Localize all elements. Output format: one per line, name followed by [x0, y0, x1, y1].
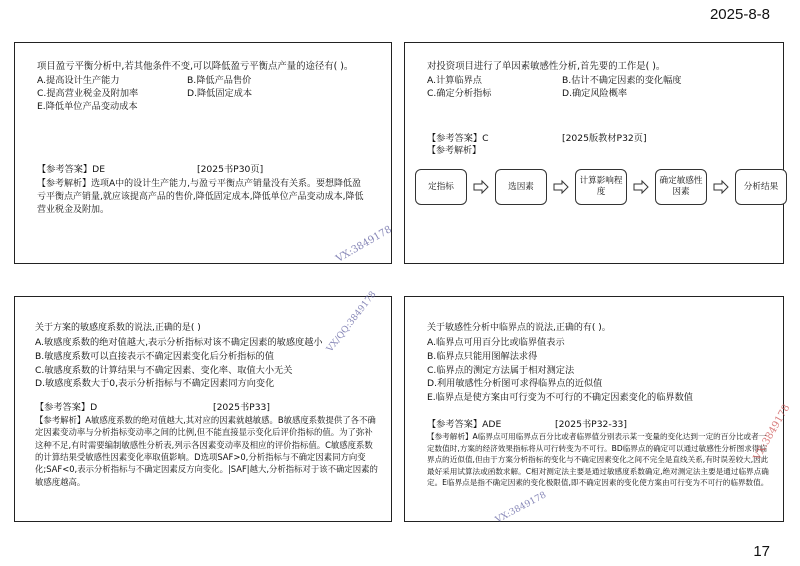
- answer-text: 【参考答案】DE: [37, 164, 106, 175]
- reference-text: [2025书P32-33]: [555, 419, 627, 431]
- watermark: VX:3849178: [334, 224, 394, 265]
- explanation-text: 【参考解析】: [427, 146, 482, 156]
- option-e: E.降低单位产品变动成本: [37, 101, 138, 112]
- arrow-right-icon: [633, 180, 649, 194]
- option-c: C.敏感度系数的计算结果与不确定因素、变化率、取值大小无关: [35, 364, 293, 376]
- arrow-right-icon: [713, 180, 729, 194]
- option-a: A.临界点可用百分比或临界值表示: [427, 337, 565, 349]
- question-text: 关于方案的敏感度系数的说法,正确的是( ): [35, 323, 201, 333]
- option-b: B.临界点只能用图解法求得: [427, 351, 538, 362]
- answer-row: [427, 418, 773, 431]
- explanation-text: 【参考解析】A临界点可用临界点百分比或者临界值分别表示某一变量的变化达到一定的百分比或者一定数值时,方案的经济效果指标将从可行转变为不可行。BD临界点的确定可以通过敏感性分析图求得临界点的近似值,但由于方案分析指标的变化与不确定因素变化之间不完全是直线关系,有时误差较大,因此最好采用试算法或函数求解。C相对测定法主要是通过敏感度系数确定,绝对测定法主要是通过临界点确定。E临界点是指不确定因素的变化极限值,即不确定因素的变化使方案由可行变为不可行的临界数值。: [427, 432, 769, 487]
- option-c: C.提高营业税金及附加率: [37, 88, 139, 99]
- answer-row: [35, 401, 381, 414]
- reference-text: [2025版教材P32页]: [562, 133, 647, 144]
- question-text: 对投资项目进行了单因素敏感性分析,首先要的工作是( )。: [427, 61, 666, 72]
- reference-text: [2025书P30页]: [197, 164, 264, 175]
- answer-text: 【参考答案】C: [427, 133, 489, 144]
- option-d: D.确定风险概率: [562, 88, 628, 99]
- option-a: A.计算临界点: [427, 75, 482, 86]
- option-a: A.敏感度系数的绝对值越大,表示分析指标对该不确定因素的敏感度越小: [35, 337, 323, 349]
- reference-text: [2025书P33]: [213, 401, 270, 413]
- explanation-text: 【参考解析】A敏感度系数的绝对值越大,其对应的因素就越敏感。B敏感度系数提供了各不确定因素变动率与分析指标变动率之间的比例,但不能直接显示变化后评价指标的值。为了弥补这种不足,有时需要编制敏感性分析表,列示各因素变动率及相应的评价指标值。C敏感度系数的计算结果受敏感性因素变化率取值影响。D选项SAF>0,分析指标与不确定因素同方向变化;SAF<0,表示分析指标与不确定因素反方向变化。|SAF|越大,分析指标对于该不确定因素的敏感度越高。: [35, 414, 378, 487]
- process-flow: [415, 169, 787, 205]
- option-b: B.敏感度系数可以直接表示不确定因素变化后分析指标的值: [35, 351, 274, 362]
- option-c: C.确定分析指标: [427, 88, 492, 99]
- option-e: E.临界点是使方案由可行变为不可行的不确定因素变化的临界数值: [427, 391, 693, 403]
- option-b: B.降低产品售价: [187, 75, 252, 86]
- option-a: A.提高设计生产能力: [37, 75, 120, 86]
- option-d: D.降低固定成本: [187, 88, 253, 99]
- question-card-2: [404, 42, 784, 264]
- page-number: 17: [753, 543, 770, 560]
- question-card-3: [14, 289, 392, 522]
- answer-text: 【参考答案】D: [35, 401, 98, 413]
- arrow-right-icon: [473, 180, 489, 194]
- flow-step-3: 计算影响程度: [575, 169, 627, 205]
- answer-text: 【参考答案】ADE: [427, 419, 502, 431]
- options-grid: [37, 74, 379, 113]
- options-grid: [427, 74, 771, 100]
- answer-row: [427, 132, 771, 145]
- question-text: 关于敏感性分析中临界点的说法,正确的有( )。: [427, 323, 611, 333]
- option-d: D.敏感度系数大于0,表示分析指标与不确定因素同方向变化: [35, 378, 275, 390]
- arrow-right-icon: [553, 180, 569, 194]
- explanation-text: 【参考解析】选项A中的设计生产能力,与盈亏平衡点产销量没有关系。要想降低盈亏平衡点产销量,就应该提高产品的售价,降低固定成本,降低单位产品变动成本,降低营业税金及附加。: [37, 179, 364, 215]
- option-c: C.临界点的测定方法属于相对测定法: [427, 364, 575, 376]
- watermark: VX:3849178: [751, 402, 793, 463]
- flow-step-1: 定指标: [415, 169, 467, 205]
- watermark: VX:3849178: [493, 490, 549, 526]
- watermark: VX/QQ:3849178: [325, 289, 379, 355]
- option-d: D.利用敏感性分析图可求得临界点的近似值: [427, 378, 603, 390]
- date-label: 2025-8-8: [709, 6, 770, 23]
- option-b: B.估计不确定因素的变化幅度: [562, 75, 682, 86]
- question-card-1: [14, 42, 392, 264]
- question-text: 项目盈亏平衡分析中,若其他条件不变,可以降低盈亏平衡点产量的途径有( )。: [37, 61, 354, 72]
- flow-step-5: 分析结果: [735, 169, 787, 205]
- flow-step-4: 确定敏感性因素: [655, 169, 707, 205]
- answer-row: [37, 163, 379, 176]
- question-card-4: [404, 296, 793, 526]
- flow-step-2: 选因素: [495, 169, 547, 205]
